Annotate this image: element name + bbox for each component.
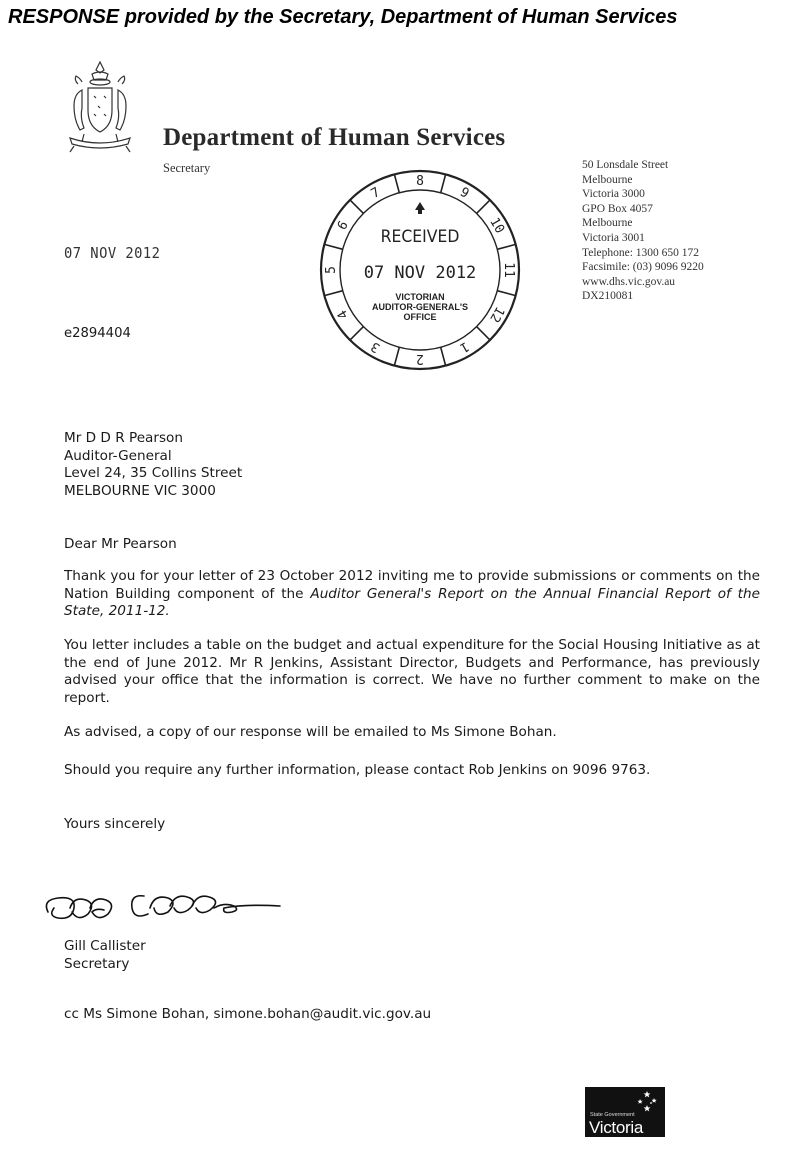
- address-line: Melbourne: [582, 173, 633, 186]
- cc-line: cc Ms Simone Bohan, simone.bohan@audit.vic.gov.au: [64, 1006, 432, 1022]
- signer-title: Secretary: [64, 955, 130, 972]
- paragraph-text: Thank you for your letter of 23 October 2012 inviting me to provide submissions or comments on the Nation Building component of the: [64, 568, 760, 602]
- stamp-org-line1: VICTORIAN: [395, 292, 445, 302]
- recipient-address: [64, 430, 242, 500]
- stamp-ring-number: 2: [416, 351, 424, 366]
- stamp-ring-number: 10: [486, 215, 508, 237]
- address-telephone: Telephone: 1300 650 172: [582, 246, 700, 259]
- stamp-org-line2: AUDITOR-GENERAL'S: [372, 302, 468, 312]
- stamp-tick: [477, 200, 490, 213]
- crown-icon: [415, 202, 425, 214]
- body-paragraph-1: [64, 568, 760, 621]
- stamp-tick: [441, 174, 446, 192]
- stamp-tick: [350, 200, 363, 213]
- southern-cross-icon: [635, 1089, 661, 1115]
- department-subtitle: Secretary: [163, 161, 211, 175]
- stamp-date: 07 NOV 2012: [363, 263, 477, 283]
- address-facsimile: Facsimile: (03) 9096 9220: [582, 261, 704, 274]
- body-paragraph-2: You letter includes a table on the budget and actual expenditure for the Social Housing Initiative as at the end of June 2012. Mr R Jenkins, Assistant Director, Budgets and Performance, has previously advised your office that the information is correct. We have no further comment to make on the report.: [64, 637, 760, 706]
- stamp-title: RECEIVED: [380, 226, 460, 247]
- department-name: Department of Human Services: [163, 124, 506, 151]
- stamp-ring-number: 12: [486, 303, 508, 325]
- victoria-logo: [585, 1087, 665, 1137]
- signer-name: Gill Callister: [64, 938, 146, 954]
- recipient-street: Level 24, 35 Collins Street: [64, 465, 243, 481]
- signature-icon: [40, 882, 290, 928]
- logo-small-text: State Government: [590, 1112, 635, 1118]
- coat-of-arms-icon: [60, 58, 140, 158]
- address-line: GPO Box 4057: [582, 202, 653, 215]
- stamp-ring-number: 6: [334, 218, 352, 233]
- stamp-ring-number: 5: [324, 266, 339, 274]
- letter-date: 07 NOV 2012: [64, 244, 161, 262]
- stamp-tick: [324, 244, 342, 249]
- stamp-tick: [394, 174, 399, 192]
- salutation: Dear Mr Pearson: [64, 536, 177, 552]
- stamp-ring-number: 3: [368, 338, 383, 356]
- stamp-ring-number: 8: [416, 174, 424, 189]
- stamp-ring-number: 7: [368, 184, 383, 202]
- logo-word: Victoria: [589, 1118, 643, 1137]
- address-block: [582, 158, 704, 304]
- address-website: www.dhs.vic.gov.au: [582, 275, 676, 288]
- stamp-tick: [350, 327, 363, 340]
- body-paragraph-3: As advised, a copy of our response will be emailed to Ms Simone Bohan.: [64, 724, 557, 740]
- stamp-ring-number: 4: [334, 307, 352, 322]
- address-line: Melbourne: [582, 217, 633, 230]
- recipient-city: MELBOURNE VIC 3000: [64, 482, 216, 499]
- response-banner: RESPONSE provided by the Secretary, Department of Human Services: [8, 6, 678, 28]
- recipient-title: Auditor-General: [64, 447, 172, 464]
- address-line: Victoria 3000: [582, 188, 645, 201]
- report-title: Auditor General's Report on the Annual Financial Report of the State, 2011-12.: [64, 585, 760, 619]
- stamp-ring-number: 9: [457, 184, 472, 202]
- address-dx: DX210081: [582, 290, 634, 303]
- closing: Yours sincerely: [64, 816, 166, 832]
- stamp-tick: [441, 347, 446, 365]
- recipient-name: Mr D D R Pearson: [64, 430, 183, 446]
- address-line: 50 Lonsdale Street: [582, 159, 669, 171]
- stamp-tick: [394, 347, 399, 365]
- address-line: Victoria 3001: [582, 231, 645, 244]
- received-stamp: [318, 168, 522, 372]
- stamp-tick: [324, 291, 342, 296]
- stamp-org-line3: OFFICE: [403, 312, 437, 322]
- stamp-tick: [477, 327, 490, 340]
- signer-block: [64, 938, 146, 973]
- stamp-ring-number: 1: [457, 338, 472, 356]
- stamp-tick: [497, 291, 515, 296]
- stamp-tick: [497, 244, 515, 249]
- reference-number: e2894404: [64, 326, 131, 341]
- body-paragraph-4: Should you require any further information, please contact Rob Jenkins on 9096 9763.: [64, 762, 651, 778]
- stamp-ring-number: 11: [501, 262, 516, 278]
